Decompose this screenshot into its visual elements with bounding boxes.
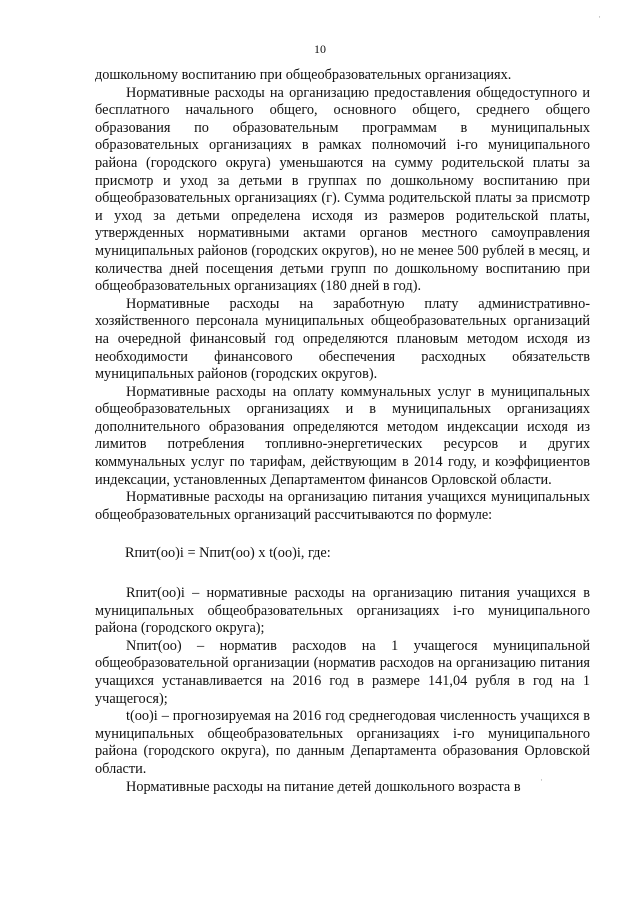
paragraph-utility-expenses: Нормативные расходы на оплату коммунальных услуг в муниципальных общеобразовательных организациях и в муниципальных организациях дополнительного образования определяются методом индексации исходя из лимитов потребления топливно-энергетических ресурсов и других коммунальных услуг по тарифам, действующим в 2014 году, и коэффициентов индексации, установленных Департаментом финансов Орловской области.	[95, 383, 590, 488]
definition-t: t(оо)i – прогнозируемая на 2016 год среднегодовая численность учащихся в муниципальных общеобразовательных организациях i-го муниципального района (городского округа), по данным Департамента образования Орловской области.	[95, 708, 590, 777]
paragraph-preschool-nutrition: Нормативные расходы на питание детей дошкольного возраста в	[126, 778, 521, 795]
paragraph-continuation: дошкольному воспитанию при общеобразовательных организациях.	[95, 67, 512, 83]
paragraph-education-expenses: Нормативные расходы на организацию предоставления общедоступного и бесплатного начального общего, основного общего, среднего общего образования по образовательным программам в муниципальных образовательных организациях в рамках полномочий i-го муниципального района (городского округа) уменьшаются на сумму родительской платы за присмотр и уход за детьми в группах по дошкольному воспитанию при общеобразовательных организациях (г). Сумма родительской платы за присмотр и уход за детьми определена исходя из размеров родительской платы, утвержденных нормативными актами органов местного самоуправления муниципальных районов (городских округов), но не менее 500 рублей в месяц, и количества дней посещения детьми групп по дошкольному воспитанию при общеобразовательных организациях (180 дней в год).	[95, 84, 590, 295]
paragraph-nutrition-intro: Нормативные расходы на организацию питания учащихся муниципальных общеобразовательных организаций рассчитываются по формуле:	[95, 489, 590, 523]
paragraph-salary-expenses: Нормативные расходы на заработную плату административно-хозяйственного персонала муниципальных общеобразовательных организаций на очередной финансовый год определяются плановым методом исходя из необходимости финансового обеспечения расходных обязательств муниципальных районов (городских округов).	[95, 295, 590, 383]
page-number: 10	[314, 42, 326, 56]
definition-rpit: Rпит(оо)i – нормативные расходы на организацию питания учащихся в муниципальных общеобразовательных организациях i-го муниципального района (городского округа);	[95, 585, 590, 637]
scan-speck: ·	[598, 12, 601, 22]
body-text	[95, 67, 590, 796]
scan-speck: ·	[540, 775, 543, 785]
formula: Rпит(оо)i = Nпит(оо) x t(оо)i, где:	[125, 545, 331, 562]
definition-npit: Nпит(оо) – норматив расходов на 1 учащегося муниципальной общеобразовательной организации (норматив расходов на организацию питания учащихся устанавливается на 2016 год в размере 141,04 рубля в год на 1 учащегося);	[95, 637, 590, 707]
